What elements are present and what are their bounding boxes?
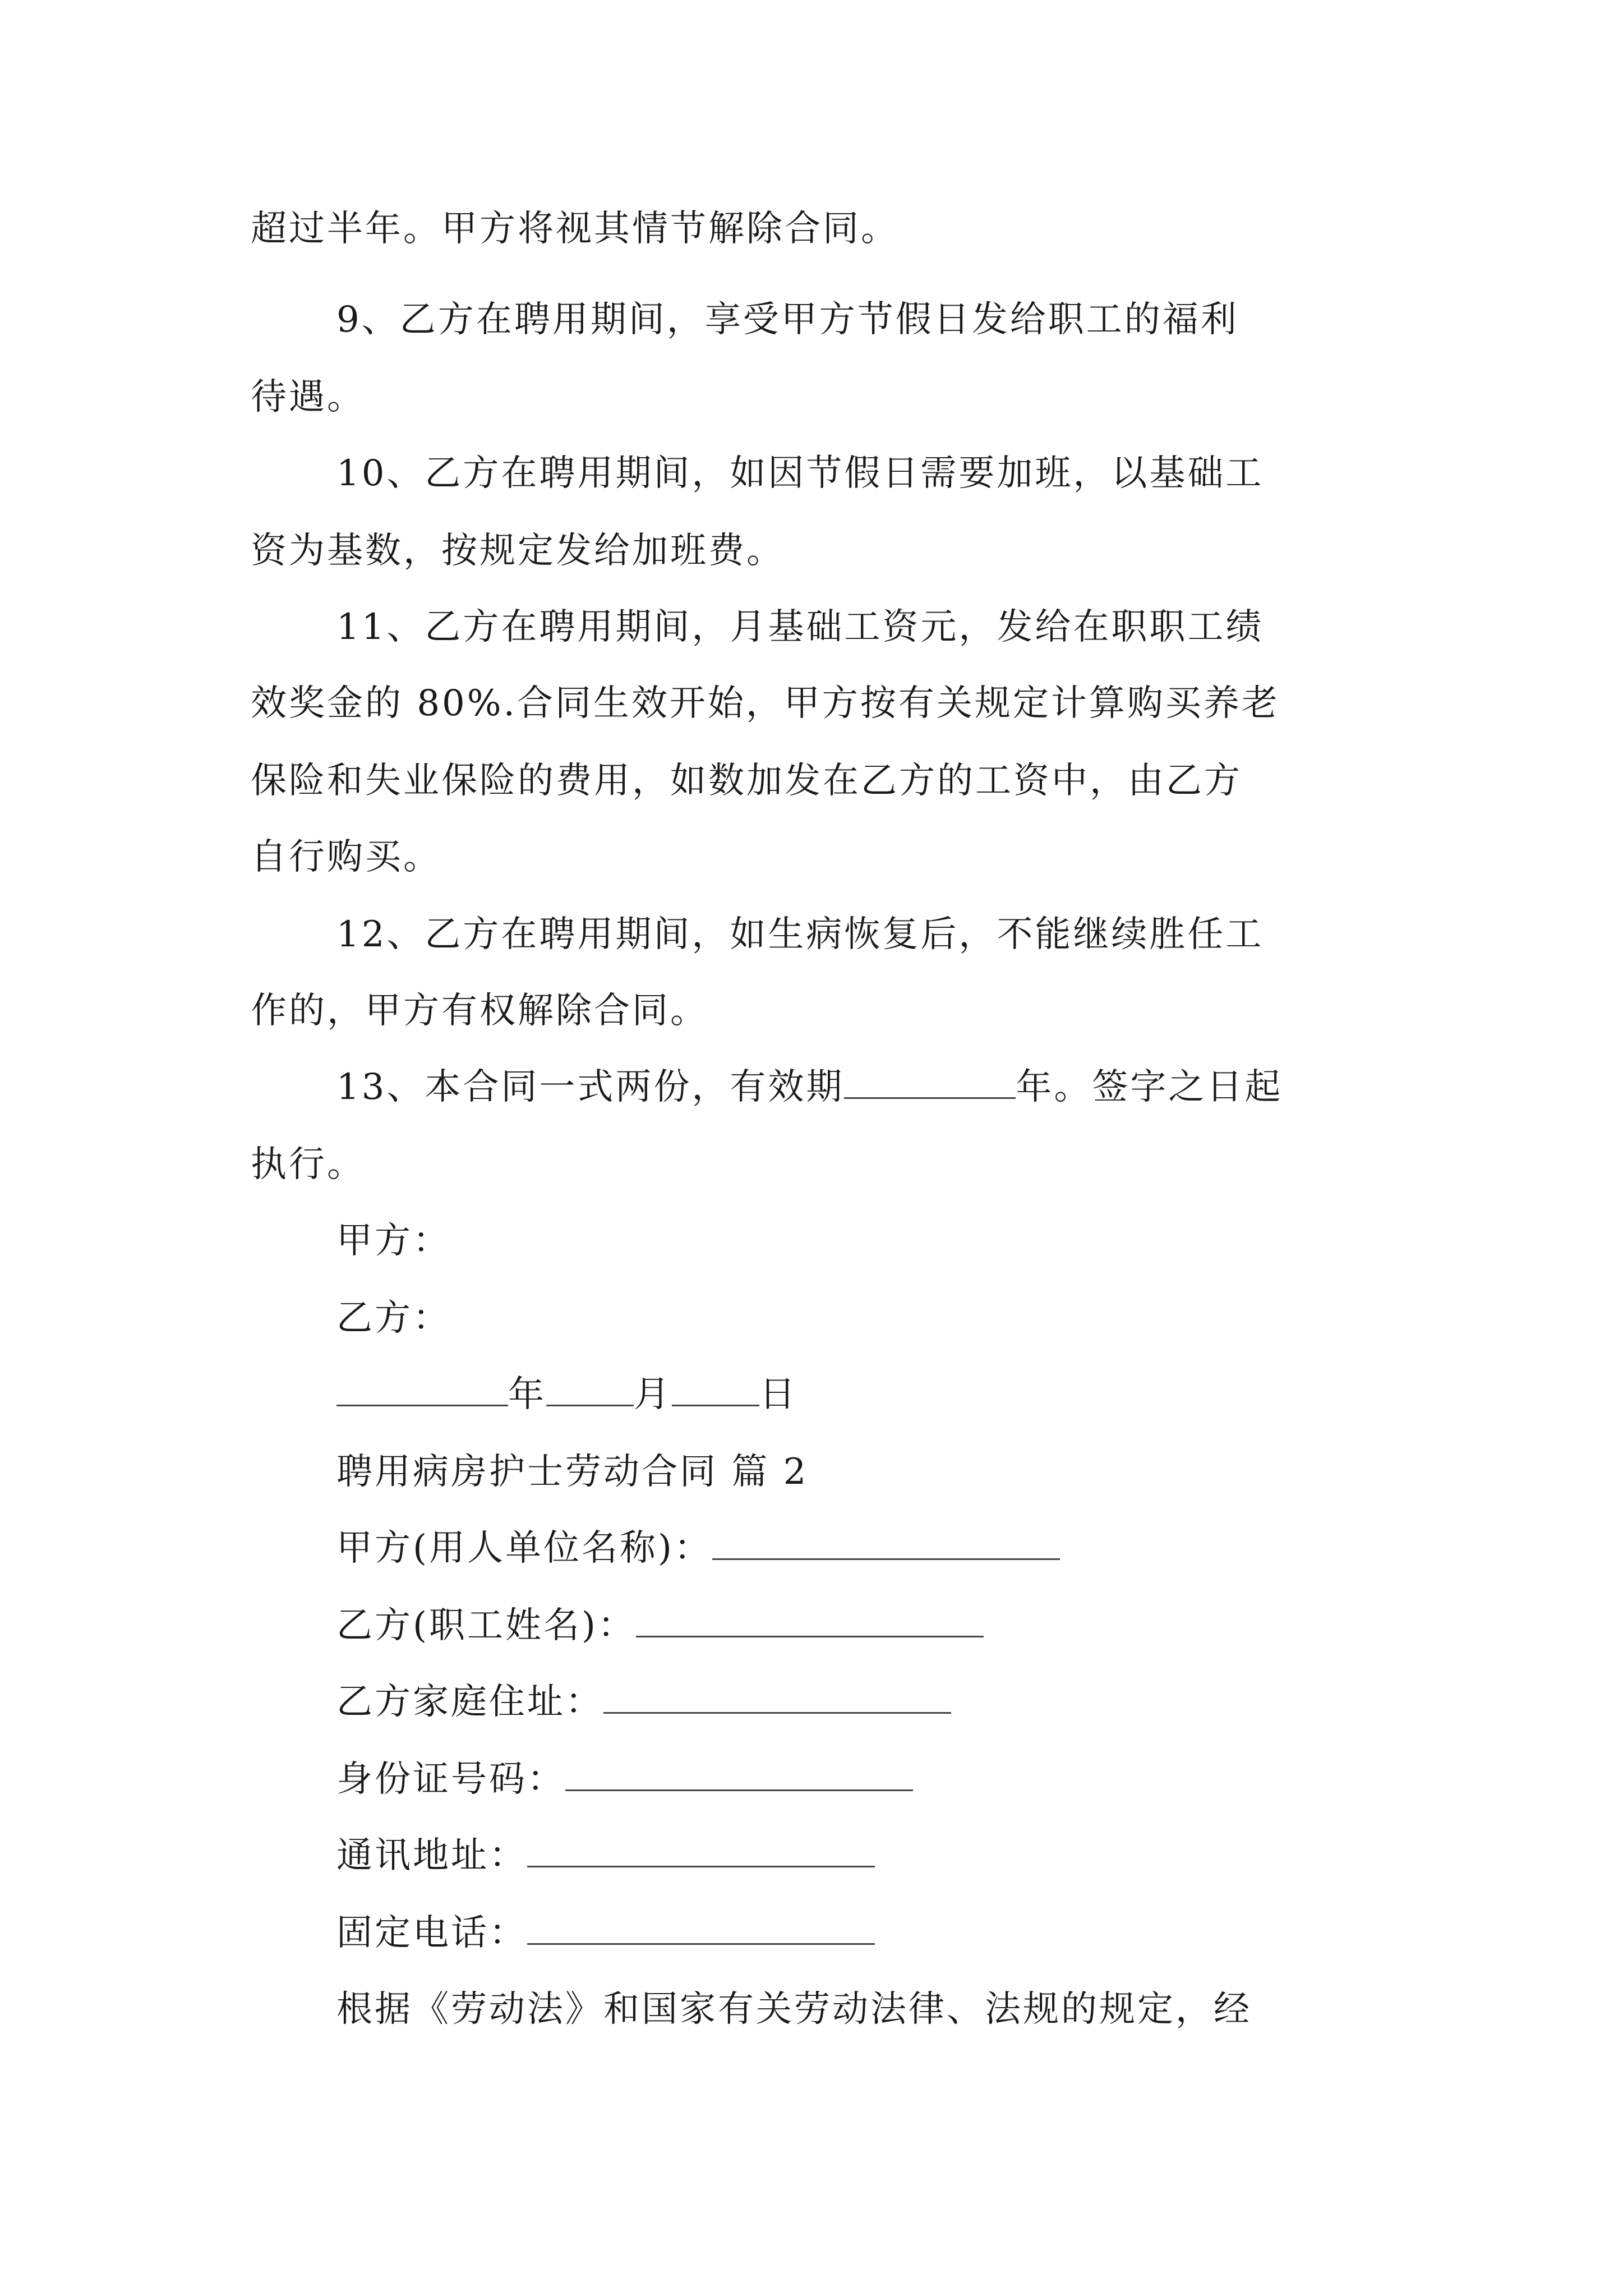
- text-line: 资为基数，按规定发给加班费。: [251, 530, 785, 572]
- text-line: 超过半年。甲方将视其情节解除合同。: [251, 208, 899, 250]
- home-address-blank: [603, 1681, 951, 1714]
- id-number-field: [336, 1757, 913, 1802]
- party-a-label: 甲方：: [336, 1220, 451, 1262]
- employee-name-label: 乙方(职工姓名)：: [336, 1605, 636, 1646]
- landline-field: [336, 1911, 875, 1955]
- text-line: 保险和失业保险的费用，如数加发在乙方的工资中，由乙方: [251, 760, 1242, 802]
- employee-name-field: [336, 1603, 984, 1648]
- party-b-label: 乙方：: [336, 1297, 451, 1339]
- text-line: 效奖金的 80%.合同生效开始，甲方按有关规定计算购买养老: [251, 683, 1280, 724]
- text-line: 根据《劳动法》和国家有关劳动法律、法规的规定，经: [336, 1989, 1252, 2030]
- mailing-address-field: [336, 1833, 875, 1878]
- text-line: 执行。: [251, 1144, 365, 1185]
- contract-section-title: 聘用病房护士劳动合同 篇 2: [336, 1451, 809, 1493]
- year-blank: [336, 1373, 508, 1406]
- employer-name-label: 甲方(用人单位名称)：: [336, 1527, 712, 1569]
- id-number-label: 身份证号码：: [336, 1759, 565, 1800]
- employee-name-blank: [636, 1604, 984, 1637]
- id-number-blank: [565, 1758, 913, 1791]
- clause-12: 12、乙方在聘用期间，如生病恢复后，不能继续胜任工: [336, 914, 1264, 955]
- clause-10: 10、乙方在聘用期间，如因节假日需要加班，以基础工: [336, 453, 1264, 494]
- month-blank: [546, 1373, 634, 1406]
- landline-label: 固定电话：: [336, 1912, 527, 1954]
- month-label: 月: [634, 1374, 672, 1415]
- clause-13-text-end: 年。签字之日起: [1016, 1066, 1283, 1108]
- mailing-address-label: 通讯地址：: [336, 1835, 527, 1876]
- year-label: 年: [508, 1374, 546, 1415]
- home-address-label: 乙方家庭住址：: [336, 1681, 603, 1723]
- day-label: 日: [759, 1374, 797, 1415]
- clause-11: 11、乙方在聘用期间，月基础工资元，发给在职职工绩: [336, 606, 1264, 648]
- validity-years-blank: [844, 1066, 1016, 1099]
- signature-date: [336, 1372, 797, 1417]
- employer-name-field: [336, 1526, 1060, 1571]
- employer-name-blank: [712, 1527, 1060, 1560]
- text-line: 作的，甲方有权解除合同。: [251, 990, 708, 1032]
- text-line: 自行购买。: [251, 836, 441, 878]
- text-line: 待遇。: [251, 376, 365, 418]
- clause-13: [336, 1065, 1283, 1110]
- clause-13-text: 13、本合同一式两份，有效期: [336, 1066, 845, 1108]
- clause-9: 9、乙方在聘用期间，享受甲方节假日发给职工的福利: [336, 299, 1239, 341]
- landline-blank: [527, 1912, 875, 1945]
- day-blank: [672, 1373, 759, 1406]
- home-address-field: [336, 1680, 951, 1724]
- mailing-address-blank: [527, 1834, 875, 1867]
